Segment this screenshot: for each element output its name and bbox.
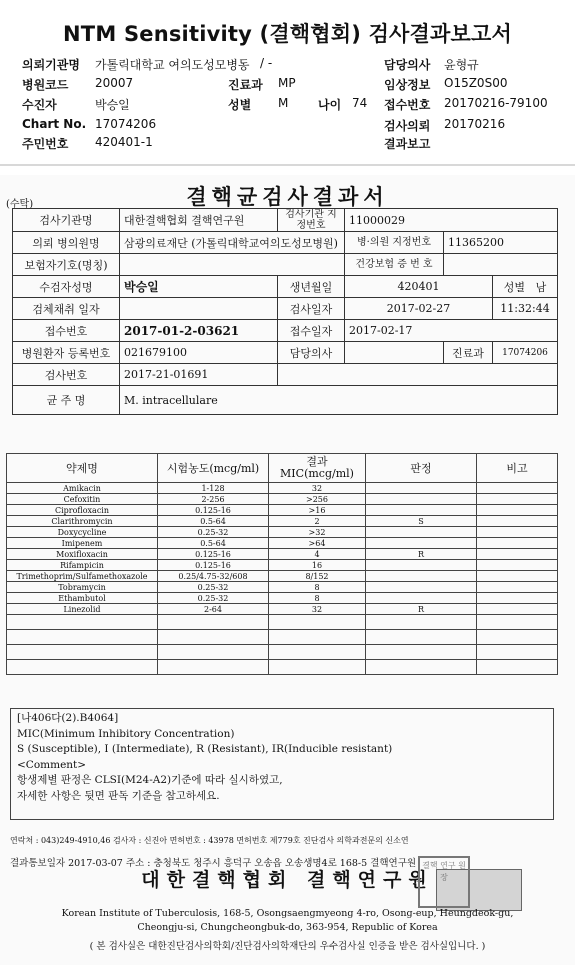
drug-cell: Amikacin <box>7 483 158 494</box>
info-row <box>13 320 558 342</box>
mic-cell: 8 <box>269 582 366 593</box>
range-cell: 1-128 <box>158 483 269 494</box>
empty-row <box>7 645 558 660</box>
sex-cell <box>493 276 558 298</box>
mic-cell: 32 <box>269 604 366 615</box>
mic-cell: >256 <box>269 494 366 505</box>
report-title: NTM Sensitivity (결핵협회) 검사결과보고서 <box>63 22 512 46</box>
footer-report-date: 결과통보일자 2017-03-07 주소 : 충청북도 청주시 흥덕구 오송읍 오송생명4로 168-5 결핵연구원 <box>10 858 417 869</box>
empty-cell <box>158 645 269 660</box>
empty-cell <box>477 645 558 660</box>
range-cell: 0.125-16 <box>158 549 269 560</box>
empty-cell <box>477 630 558 645</box>
clinical-info-label: 임상정보 <box>384 78 431 92</box>
hospital-value: 삼광의료재단 (가톨릭대학교여의도성모병원) <box>120 232 345 254</box>
empty-row <box>7 615 558 630</box>
empty-row <box>7 630 558 645</box>
test-date-label: 검사일자 <box>278 298 345 320</box>
patient-value: 박승일 <box>95 98 130 112</box>
requesting-org-extra: / - <box>260 56 273 70</box>
note-cell <box>477 593 558 604</box>
receive-label: 접수일자 <box>278 320 345 342</box>
range-header: 시험농도(mcg/ml) <box>158 454 269 483</box>
test-time-value: 11:32:44 <box>493 298 558 320</box>
institute-name: 대한결핵협회 결핵연구원 <box>141 869 434 891</box>
table-row <box>7 593 558 604</box>
hosp-id-label: 병·의원 지정번호 <box>345 232 444 254</box>
report-label: 결과보고 <box>384 137 431 151</box>
accession-value: 20170216-79100 <box>444 96 548 110</box>
address-line-1: Korean Institute of Tuberculosis, 168-5, Osongsaengmyeong 4-ro, Osong-eup, Heungdeok-gu, <box>61 908 514 919</box>
scanned-report <box>0 175 575 965</box>
mic-cell: 32 <box>269 483 366 494</box>
note-cell <box>477 604 558 615</box>
header-row <box>22 56 562 74</box>
range-cell: 2-64 <box>158 604 269 615</box>
species-label: 균 주 명 <box>13 386 120 415</box>
patient-label: 수진자 <box>22 98 57 112</box>
note-cell <box>477 538 558 549</box>
health-card-label: 건강보험 증 번 호 <box>345 254 444 276</box>
age-value: 74 <box>352 96 368 110</box>
reg-value: 021679100 <box>120 342 278 364</box>
mic-cell: >32 <box>269 527 366 538</box>
note-cell <box>477 549 558 560</box>
scan-title: 결핵균검사결과서 <box>186 184 389 209</box>
info-row <box>13 254 558 276</box>
range-cell: 0.125-16 <box>158 560 269 571</box>
insurance-label: 보험자기호(명칭) <box>13 254 120 276</box>
dob-value: 420401 <box>345 276 493 298</box>
empty-row <box>7 660 558 675</box>
note-cell <box>477 571 558 582</box>
request-date-value: 20170216 <box>444 117 506 131</box>
requesting-org-label: 의뢰기관명 <box>22 58 80 72</box>
accession-value: 2017-01-2-03621 <box>120 320 278 342</box>
info-row <box>13 298 558 320</box>
interp-cell <box>366 483 477 494</box>
note-line: 자세한 사항은 뒷면 판독 기준을 참고하세요. <box>17 789 220 802</box>
interp-cell <box>366 582 477 593</box>
note-line: [나406다(2).B4064] <box>17 712 119 724</box>
drug-cell: Trimethoprim/Sulfamethoxazole <box>7 571 158 582</box>
table-row <box>7 571 558 582</box>
info-row <box>13 276 558 298</box>
health-card-value <box>444 254 558 276</box>
chart-label: Chart No. <box>22 117 87 131</box>
drug-cell: Cefoxitin <box>7 494 158 505</box>
empty-cell <box>477 660 558 675</box>
table-row <box>7 549 558 560</box>
interp-cell <box>366 560 477 571</box>
mic-cell: 8 <box>269 593 366 604</box>
empty-cell <box>477 615 558 630</box>
test-date-value: 2017-02-27 <box>345 298 493 320</box>
info-row <box>13 364 558 386</box>
table-row <box>7 527 558 538</box>
info-row <box>13 232 558 254</box>
info-row <box>13 209 558 232</box>
header-row <box>22 96 562 114</box>
age-label: 나이 <box>318 98 342 112</box>
mic-header: 결과 MIC(mcg/ml) <box>269 454 366 483</box>
drug-cell: Imipenem <box>7 538 158 549</box>
certification-note: ( 본 검사실은 대한진단검사의학회/진단검사의학재단의 우수검사실 인증을 받은 검사실입니다. ) <box>89 941 486 952</box>
note-cell <box>477 582 558 593</box>
patient-name-value: 박승일 <box>120 276 278 298</box>
drug-cell: Tobramycin <box>7 582 158 593</box>
empty-cell <box>366 645 477 660</box>
footer-contact: 연락처 : 043)249-4910,46 검사자 : 신진아 면허번호 : 43978 면허번호 제779호 진단검사 의학과전문의 신소연 <box>10 836 409 845</box>
note-line: S (Susceptible), I (Intermediate), R (Resistant), IR(Inducible resistant) <box>17 743 393 755</box>
dept-value: 17074206 <box>493 342 558 364</box>
test-no-value: 2017-21-01691 <box>120 364 278 386</box>
sex-value: M <box>278 96 289 110</box>
rrn-value: 420401-1 <box>95 135 153 149</box>
requesting-org-value: 가톨릭대학교 여의도성모병동 <box>95 58 250 72</box>
dob-label: 생년월일 <box>278 276 345 298</box>
susceptibility-table <box>6 453 558 675</box>
interp-cell <box>366 494 477 505</box>
species-value: M. intracellulare <box>120 386 558 415</box>
interp-cell: R <box>366 549 477 560</box>
header-row <box>22 76 562 94</box>
interp-header: 판정 <box>366 454 477 483</box>
empty-cell <box>269 630 366 645</box>
range-cell: 0.5-64 <box>158 516 269 527</box>
lab-org-value: 대한결핵협회 결핵연구원 <box>120 209 278 232</box>
doctor-label: 담당의사 <box>278 342 345 364</box>
test-no-label: 검사번호 <box>13 364 120 386</box>
empty-cell <box>7 645 158 660</box>
header-row <box>22 135 562 153</box>
hospital-code-value: 20007 <box>95 76 134 90</box>
empty-cell <box>7 615 158 630</box>
range-cell: 0.25/4.75-32/608 <box>158 571 269 582</box>
drug-header: 약제명 <box>7 454 158 483</box>
mic-cell: 2 <box>269 516 366 527</box>
attending-label: 담당의사 <box>384 58 431 72</box>
empty-cell <box>7 630 158 645</box>
collect-value <box>120 298 278 320</box>
lab-org-label: 검사기관명 <box>13 209 120 232</box>
empty-cell <box>158 630 269 645</box>
drug-cell: Linezolid <box>7 604 158 615</box>
dept-label: 진료과 <box>228 78 263 92</box>
mic-cell: 16 <box>269 560 366 571</box>
sex-label: 성별 <box>228 98 252 112</box>
patient-info-table <box>12 208 558 415</box>
mic-cell: >64 <box>269 538 366 549</box>
hospital-label: 의뢰 병의원명 <box>13 232 120 254</box>
range-cell: 0.5-64 <box>158 538 269 549</box>
table-row <box>7 505 558 516</box>
note-cell <box>477 527 558 538</box>
consignment-tag: (수탁) <box>6 199 34 210</box>
header-row <box>22 117 562 135</box>
drug-cell: Clarithromycin <box>7 516 158 527</box>
empty-cell <box>158 615 269 630</box>
interp-cell: R <box>366 604 477 615</box>
note-line: MIC(Minimum Inhibitory Concentration) <box>17 727 235 740</box>
table-row <box>7 494 558 505</box>
hospital-code-label: 병원코드 <box>22 78 69 92</box>
accession-label: 접수번호 <box>13 320 120 342</box>
interp-cell <box>366 527 477 538</box>
table-row <box>7 604 558 615</box>
table-row <box>7 582 558 593</box>
receive-value: 2017-02-17 <box>345 320 558 342</box>
clinical-info-value: O15Z0S00 <box>444 76 508 90</box>
interp-cell: S <box>366 516 477 527</box>
accession-label: 접수번호 <box>384 98 431 112</box>
order-header <box>22 56 562 152</box>
interp-cell <box>366 505 477 516</box>
note-cell <box>477 505 558 516</box>
drug-cell: Rifampicin <box>7 560 158 571</box>
official-seal: 결핵 연구 원장 <box>418 856 470 908</box>
chart-value: 17074206 <box>95 117 157 131</box>
sex-value: 남 <box>535 280 547 294</box>
empty-cell <box>158 660 269 675</box>
drug-cell: Ethambutol <box>7 593 158 604</box>
divider <box>0 164 575 166</box>
drug-cell: Ciprofloxacin <box>7 505 158 516</box>
empty-cell <box>366 630 477 645</box>
address-line-2: Cheongju-si, Chungcheongbuk-do, 363-954, Republic of Korea <box>137 922 438 933</box>
empty-cell <box>7 660 158 675</box>
empty-cell <box>269 660 366 675</box>
notes-box <box>10 708 554 820</box>
drug-cell: Moxifloxacin <box>7 549 158 560</box>
collect-label: 검체채취 일자 <box>13 298 120 320</box>
mic-cell: 4 <box>269 549 366 560</box>
range-cell: 2-256 <box>158 494 269 505</box>
empty-cell <box>366 615 477 630</box>
note-line: <Comment> <box>17 758 87 771</box>
range-cell: 0.25-32 <box>158 582 269 593</box>
mic-cell: >16 <box>269 505 366 516</box>
empty-cell <box>269 645 366 660</box>
table-row <box>7 516 558 527</box>
empty-cell <box>366 660 477 675</box>
empty-cell <box>269 615 366 630</box>
range-cell: 0.25-32 <box>158 527 269 538</box>
mic-cell: 8/152 <box>269 571 366 582</box>
note-cell <box>477 494 558 505</box>
interp-cell <box>366 593 477 604</box>
hosp-id-value: 11365200 <box>444 232 558 254</box>
request-date-label: 검사의뢰 <box>384 119 431 133</box>
dept-label: 진료과 <box>444 342 493 364</box>
patient-name-label: 수검자성명 <box>13 276 120 298</box>
table-row <box>7 483 558 494</box>
insurance-value <box>120 254 345 276</box>
note-header: 비고 <box>477 454 558 483</box>
susceptibility-header <box>7 454 558 483</box>
blank-cell <box>278 364 558 386</box>
range-cell: 0.25-32 <box>158 593 269 604</box>
doctor-value <box>345 342 444 364</box>
note-cell <box>477 483 558 494</box>
drug-cell: Doxycycline <box>7 527 158 538</box>
dept-value: MP <box>278 76 296 90</box>
sex-label: 성별 <box>503 280 526 294</box>
range-cell: 0.125-16 <box>158 505 269 516</box>
table-row <box>7 560 558 571</box>
info-row <box>13 342 558 364</box>
interp-cell <box>366 538 477 549</box>
info-row <box>13 386 558 415</box>
note-cell <box>477 516 558 527</box>
note-cell <box>477 560 558 571</box>
interp-cell <box>366 571 477 582</box>
rrn-label: 주민번호 <box>22 137 69 151</box>
attending-value: 윤형규 <box>444 58 479 72</box>
table-row <box>7 538 558 549</box>
reg-label: 병원환자 등록번호 <box>13 342 120 364</box>
note-line: 항생제별 판정은 CLSI(M24-A2)기준에 따라 실시하였고, <box>17 774 283 786</box>
lab-id-value: 11000029 <box>345 209 558 232</box>
lab-id-label: 검사기관 지정번호 <box>278 209 345 232</box>
